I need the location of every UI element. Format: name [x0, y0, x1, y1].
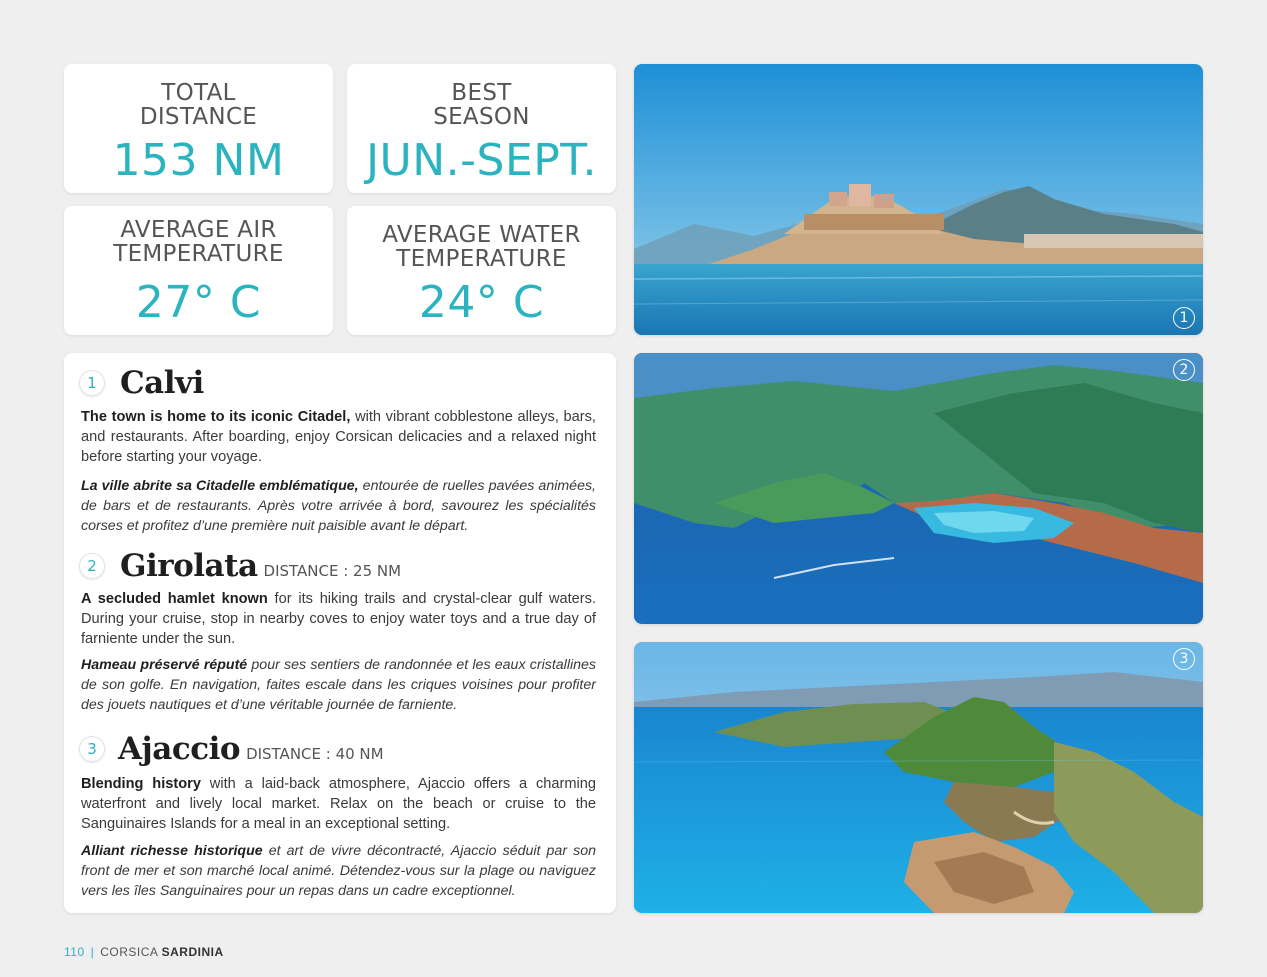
sanguinaires-peninsula-icon [634, 642, 1203, 913]
footer-separator: | [90, 945, 95, 959]
body-text: for its hiking trails and crystal-clear gulf waters. During your cruise, stop in nearby coves to enjoy water toys and a true day of farniente under the sun. [81, 591, 596, 647]
stop-number-badge: 2 [80, 554, 104, 578]
stat-value: 24° C [418, 277, 545, 328]
body-text: et art de vivre décontracté, Ajaccio séduit par son front de mer et son marché local animé. Détendez-vous sur la plage ou naviguez vers les îles Sanguinaires pour un repas dans un cadre exceptionnel. [81, 843, 596, 899]
photo-calvi [634, 64, 1203, 335]
photo-number-badge: 1 [1173, 307, 1195, 329]
lead-in: Hameau préservé réputé [81, 657, 248, 673]
stop-heading-calvi [80, 365, 596, 405]
stop-description-fr [81, 655, 596, 715]
stop-heading-girolata [80, 548, 596, 588]
stop-heading-ajaccio [80, 731, 596, 771]
stat-value: JUN.-SEPT. [366, 135, 597, 186]
stat-card-best-season [347, 64, 616, 193]
stop-description-en [81, 407, 596, 467]
stop-description-en [81, 589, 596, 649]
photo-number-badge: 3 [1173, 648, 1195, 670]
lead-in: A secluded hamlet known [81, 591, 268, 607]
stop-description-en [81, 774, 596, 834]
lead-in: Blending history [81, 776, 201, 792]
lead-in: The town is home to its iconic Citadel, [81, 409, 351, 425]
body-text: pour ses sentiers de randonnée et les eaux cristallines de son golfe. En navigation, faites escale dans les criques voisines pour profiter des jouets nautiques et d’une véritable journée de farniente. [81, 657, 596, 713]
photo-number-badge: 2 [1173, 359, 1195, 381]
body-text: with vibrant cobblestone alleys, bars, and restaurants. After boarding, enjoy Corsican delicacies and a relaxed night before starting your voyage. [81, 409, 596, 465]
itinerary-card [64, 353, 616, 913]
body-text: entourée de ruelles pavées animées, de bars et de restaurants. Après votre arrivée à bord, savourez les spécialités corses et profitez d’une première nuit paisible avant le départ. [81, 478, 596, 534]
lead-in: La ville abrite sa Citadelle emblématique, [81, 478, 359, 494]
stat-label: AVERAGE AIR TEMPERATURE [113, 217, 284, 267]
stop-name: Ajaccio [118, 731, 241, 767]
stop-distance: DISTANCE : 40 NM [246, 745, 384, 763]
stat-label: TOTAL DISTANCE [139, 80, 258, 130]
lead-in: Alliant richesse historique [81, 843, 263, 859]
stat-card-air-temperature [64, 206, 333, 335]
stat-card-water-temperature [347, 206, 616, 335]
stop-number-badge: 3 [80, 737, 104, 761]
stop-title [120, 548, 401, 589]
body-text: with a laid-back atmosphere, Ajaccio offers a charming waterfront and lively local market. Relax on the beach or cruise to the Sanguinaires Islands for a meal in an exceptional setting. [81, 776, 596, 832]
stop-title [118, 731, 384, 772]
stat-label: AVERAGE WATER TEMPERATURE [382, 222, 581, 272]
stop-name: Girolata [120, 548, 258, 584]
calvi-citadel-icon [634, 64, 1203, 335]
stop-title [120, 365, 204, 401]
girolata-bay-icon [634, 353, 1203, 624]
page-number: 110 [64, 945, 85, 959]
photo-ajaccio [634, 642, 1203, 913]
stop-name: Calvi [120, 365, 204, 401]
page-footer [64, 945, 224, 959]
footer-region: CORSICA [100, 945, 158, 959]
stat-value: 27° C [135, 277, 262, 328]
photo-girolata [634, 353, 1203, 624]
stop-description-fr [81, 476, 596, 536]
footer-region-bold: SARDINIA [161, 945, 224, 959]
stop-description-fr [81, 841, 596, 901]
stop-distance: DISTANCE : 25 NM [263, 562, 402, 580]
stop-number-badge: 1 [80, 371, 104, 395]
stat-label: BEST SEASON [433, 80, 530, 130]
stat-card-total-distance [64, 64, 333, 193]
stat-value: 153 NM [112, 135, 285, 186]
